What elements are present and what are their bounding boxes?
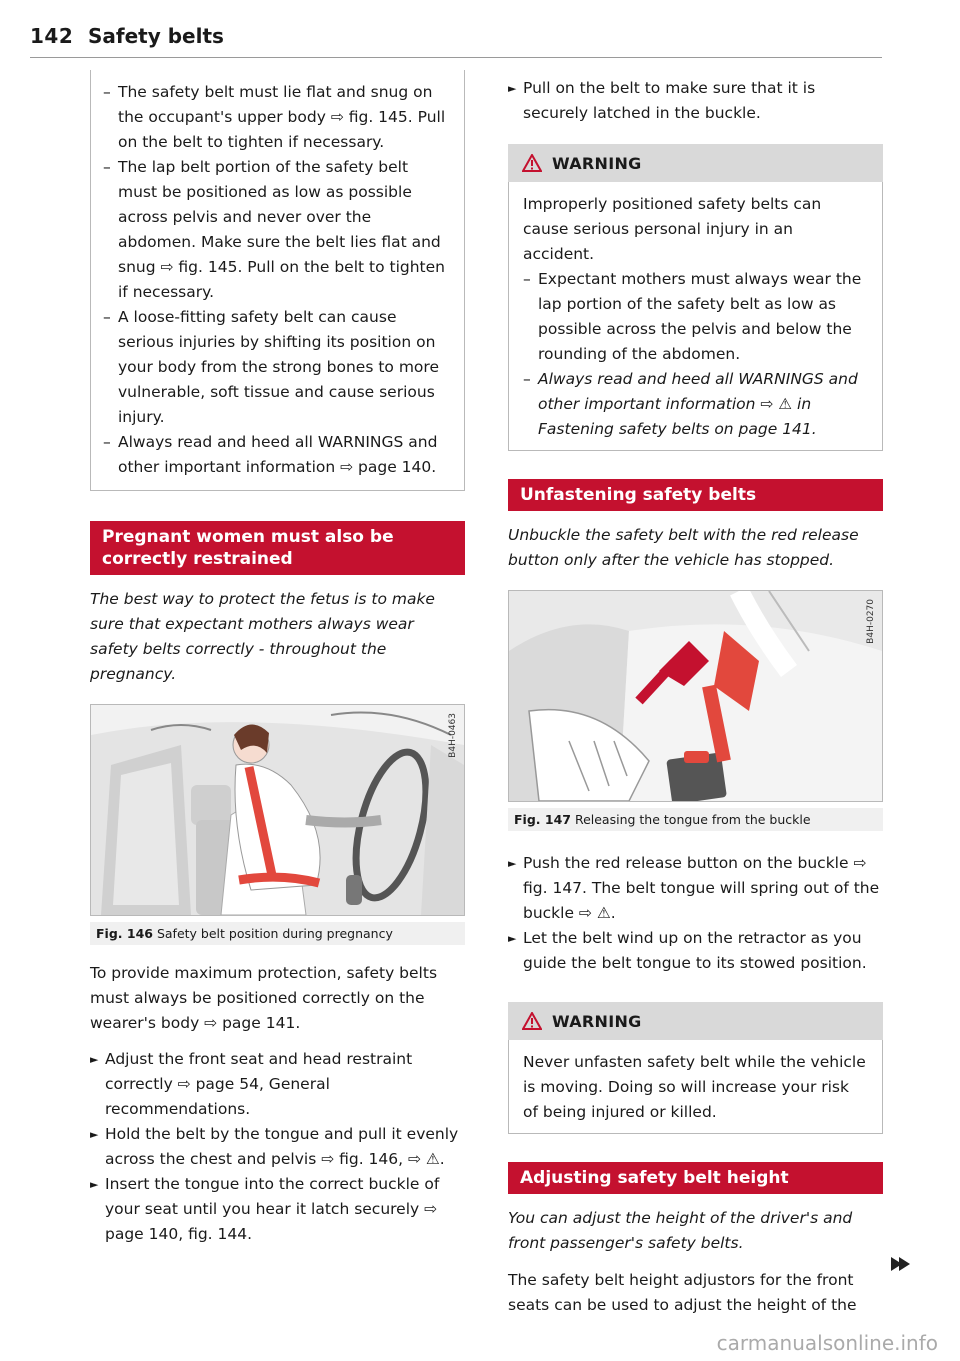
box-item: – The safety belt must lie flat and snug on the occupant's upper body ⇨ fig. 145. Pull on the belt to tighten if necessary.: [103, 83, 446, 151]
instruction-item: ► Push the red release button on the buckle ⇨ fig. 147. The belt tongue will spring out of the buckle ⇨ ⚠.: [508, 854, 880, 922]
instruction-item: ► Adjust the front seat and head restraint correctly ⇨ page 54, General recommendations.: [90, 1050, 413, 1118]
instruction-item: ► Let the belt wind up on the retractor as you guide the belt tongue to its stowed position.: [508, 929, 867, 972]
continue-arrow-icon: [899, 1257, 910, 1271]
left-column: [90, 70, 465, 1247]
box-item: – The lap belt portion of the safety belt must be positioned as low as possible across pelvis and never over the abdomen. Make sure the belt lies flat and snug ⇨ fig. 145. Pull on the belt to tighten if necessary.: [103, 158, 445, 301]
page-header: [30, 24, 882, 58]
body-paragraph: The safety belt height adjustors for the front seats can be used to adjust the height of the: [508, 1271, 857, 1314]
buckle-release-illustration: [509, 591, 882, 801]
section-title-height: Adjusting safety belt height: [508, 1162, 883, 1194]
warning-header: WARNING: [508, 144, 883, 182]
watermark: carmanualsonline.info: [716, 1331, 938, 1355]
warning-triangle-icon: [522, 154, 542, 172]
page-number: 142: [30, 24, 74, 48]
warning-triangle-icon: [522, 1012, 542, 1030]
box-item: – A loose-fitting safety belt can cause serious injuries by shifting its position on your body from the strong bones to more vulnerable, soft tissue and cause serious injury.: [103, 308, 439, 426]
instruction-item: ► Insert the tongue into the correct buckle of your seat until you hear it latch securely ⇨ page 140, fig. 144.: [90, 1175, 440, 1243]
figure-code: B4H-0270: [866, 599, 876, 644]
figure-caption: Fig. 146 Safety belt position during pregnancy: [90, 922, 465, 945]
header-title: Safety belts: [88, 24, 224, 48]
box-item: – Always read and heed all WARNINGS and other important information ⇨ page 140.: [103, 433, 438, 476]
figure-code: B4H-0463: [448, 713, 458, 758]
figure-146: [90, 704, 465, 916]
figure-147: [508, 590, 883, 802]
instruction-item: ► Hold the belt by the tongue and pull it evenly across the chest and pelvis ⇨ fig. 146, ⇨ ⚠.: [90, 1125, 459, 1168]
warning-block-1: [508, 144, 883, 451]
section-title-pregnant: Pregnant women must also be correctly restrained: [90, 521, 465, 575]
warning-body: Never unfasten safety belt while the vehicle is moving. Doing so will increase your risk of being injured or killed.: [508, 1040, 883, 1134]
body-paragraph: To provide maximum protection, safety belts must always be positioned correctly on the wearer's body ⇨ page 141.: [90, 964, 438, 1032]
warning-body: Improperly positioned safety belts can cause serious personal injury in an accident. – Expectant mothers must always wear the lap portion of the safety belt as low as possible across the pelvis and below the rounding of the abdomen. – Always read and heed all WARNINGS and other important information ⇨ ⚠ in Fastening safety belts on page 141.: [508, 182, 883, 451]
warning-continuation-box: [90, 70, 465, 491]
section-intro: The best way to protect the fetus is to make sure that expectant mothers always wear safety belts correctly - throughout the pregnancy.: [90, 590, 435, 683]
warning-block-2: [508, 1002, 883, 1134]
section-intro: Unbuckle the safety belt with the red release button only after the vehicle has stopped.: [508, 526, 859, 569]
figure-caption: Fig. 147 Releasing the tongue from the buckle: [508, 808, 883, 831]
pregnancy-belt-illustration: [91, 705, 464, 915]
instruction-item: ► Pull on the belt to make sure that it is securely latched in the buckle.: [508, 79, 816, 122]
warning-header: WARNING: [508, 1002, 883, 1040]
right-column: [508, 70, 883, 1318]
section-intro: You can adjust the height of the driver's and front passenger's safety belts.: [508, 1209, 853, 1252]
section-title-unfastening: Unfastening safety belts: [508, 479, 883, 511]
